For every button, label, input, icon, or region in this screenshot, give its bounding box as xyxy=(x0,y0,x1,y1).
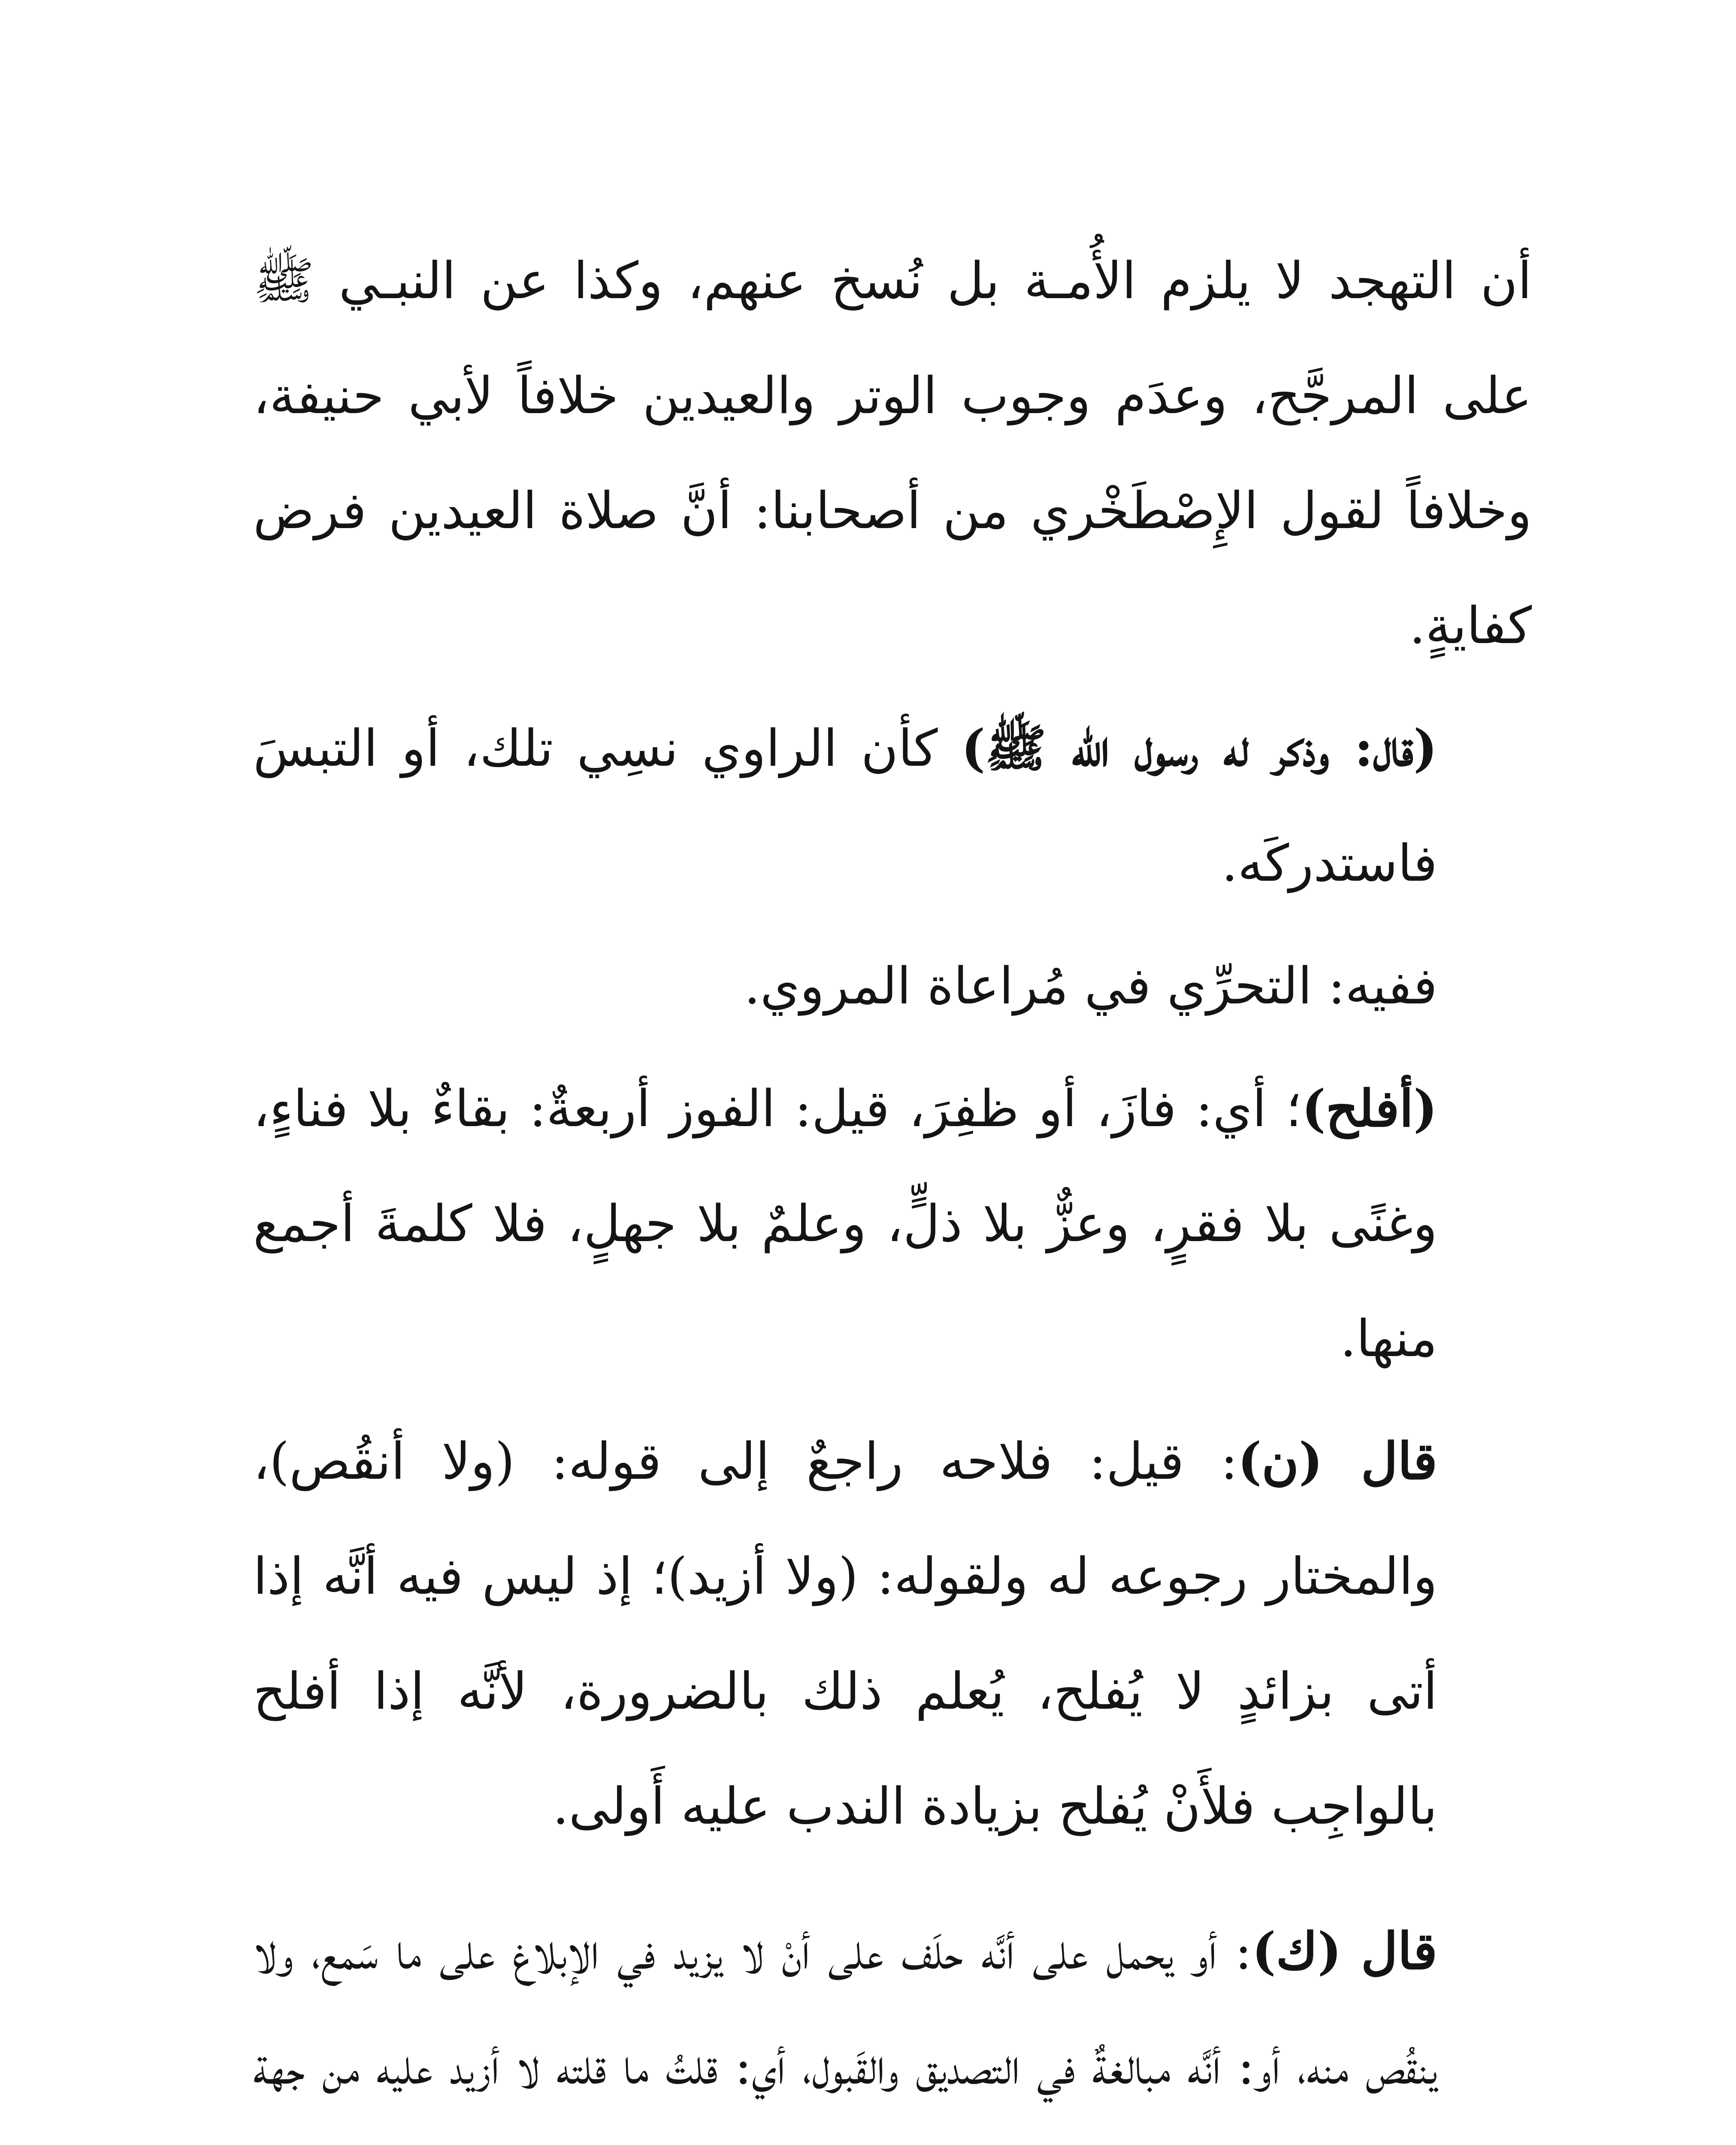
paragraph-1 xyxy=(253,223,1532,683)
paragraph-4 xyxy=(253,1051,1532,1396)
paragraph-4-lead: (أفلح) xyxy=(1301,1079,1437,1138)
paragraph-6-text: : أو يحمل على أنَّه حلَف على أنْ لا يزيد في الإبلاغ على ما سَمع، ولا ينقُص منه، أو: أنَّه مبالغةٌ في التصديق والقَبول، أي: قلتُ ما قلته لا أزيد عليه من جهة xyxy=(253,1921,1437,2096)
paragraph-5-lead: قال (ن) xyxy=(1237,1431,1437,1491)
paragraph-5-text: : قيل: فلاحه راجعٌ إلى قوله: (ولا أنقُص)، والمختار رجوعه له ولقوله: (ولا أزيد)؛ إذ ليس فيه أنَّه إذا أتى بزائدٍ لا يُفلح، يُعلم ذلك بالضرورة، لأنَّه إذا أفلح بالواجِب فلأَنْ يُفلح بزيادة الندب عليه أَولى. xyxy=(253,1432,1437,1836)
paragraph-6 xyxy=(253,1894,1532,2145)
paragraph-6-lead: قال (ك) xyxy=(1252,1921,1437,1981)
paragraph-3-text: ففيه: التحرِّي في مُراعاة المروي. xyxy=(744,956,1437,1015)
paragraph-5 xyxy=(253,1404,1532,1864)
paragraph-2 xyxy=(253,691,1532,921)
paragraph-2-text: كأن الراوي نسِي تلك، أو التبسَ فاستدركَه. xyxy=(253,719,1437,893)
paragraph-3 xyxy=(253,928,1532,1043)
paragraph-2-lead: (قال: وذكر له رسول الله ﷺ) xyxy=(961,718,1437,778)
paragraph-1-text: أن التهجد لا يلزم الأُمـة بل نُسخ عنهم، وكذا عن النبـي ﷺ على المرجَّح، وعدَم وجوب الوتر والعيدين خلافاً لأبي حنيفة، وخلافاً لقول الإِصْطَخْري من أصحابنا: أنَّ صلاة العيدين فرض كفايةٍ. xyxy=(253,251,1532,655)
paragraph-4-text: ؛ أي: فازَ، أو ظفِرَ، قيل: الفوز أربعةٌ: بقاءٌ بلا فناءٍ، وغنًى بلا فقرٍ، وعزٌّ بلا ذلٍّ، وعلمٌ بلا جهلٍ، فلا كلمةَ أجمع منها. xyxy=(253,1079,1437,1368)
page-body xyxy=(253,223,1532,2145)
